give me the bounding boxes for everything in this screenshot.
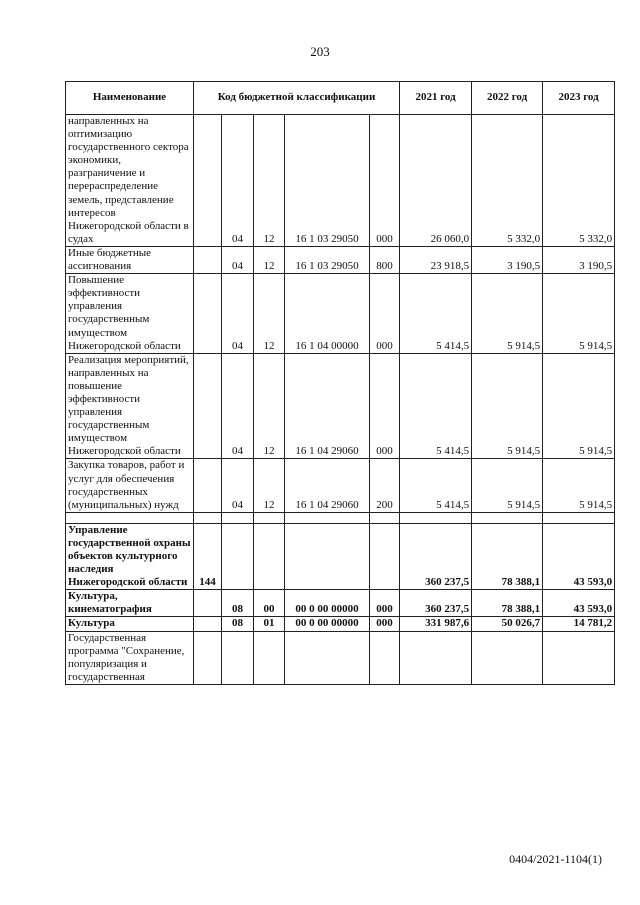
row-2022: 5 332,0 bbox=[472, 115, 543, 247]
row-2021: 360 237,5 bbox=[400, 590, 472, 617]
row-rz bbox=[222, 631, 254, 684]
row-pr: 00 bbox=[254, 590, 285, 617]
row-vr: 000 bbox=[370, 274, 400, 354]
page-number: 203 bbox=[310, 44, 330, 59]
row-2023: 5 914,5 bbox=[543, 459, 615, 512]
row-csr: 16 1 03 29050 bbox=[285, 115, 370, 247]
row-ved bbox=[194, 459, 222, 512]
row-rz: 08 bbox=[222, 590, 254, 617]
row-name: Культура bbox=[66, 617, 194, 631]
table-row bbox=[66, 631, 615, 684]
row-2022: 3 190,5 bbox=[472, 246, 543, 273]
row-name: Повышение эффективности управления государственным имуществом Нижегородской области bbox=[66, 274, 194, 354]
row-2023: 43 593,0 bbox=[543, 523, 615, 589]
spacer-cell bbox=[472, 512, 543, 523]
row-rz: 04 bbox=[222, 115, 254, 247]
header-2023: 2023 год bbox=[543, 82, 615, 115]
row-pr: 12 bbox=[254, 353, 285, 459]
spacer-cell bbox=[285, 512, 370, 523]
row-2021: 5 414,5 bbox=[400, 274, 472, 354]
row-name: Государственная программа "Сохранение, популяризация и государственная bbox=[66, 631, 194, 684]
row-2021: 26 060,0 bbox=[400, 115, 472, 247]
row-ved: 144 bbox=[194, 523, 222, 589]
row-ved bbox=[194, 246, 222, 273]
row-2021: 5 414,5 bbox=[400, 353, 472, 459]
row-2023 bbox=[543, 631, 615, 684]
row-2021: 23 918,5 bbox=[400, 246, 472, 273]
row-2023: 3 190,5 bbox=[543, 246, 615, 273]
row-rz bbox=[222, 523, 254, 589]
table-row bbox=[66, 353, 615, 459]
row-pr bbox=[254, 631, 285, 684]
row-csr: 16 1 04 00000 bbox=[285, 274, 370, 354]
row-name: Иные бюджетные ассигнования bbox=[66, 246, 194, 273]
row-pr: 12 bbox=[254, 115, 285, 247]
row-csr: 00 0 00 00000 bbox=[285, 590, 370, 617]
table-row bbox=[66, 523, 615, 589]
row-2023: 43 593,0 bbox=[543, 590, 615, 617]
row-2022: 5 914,5 bbox=[472, 459, 543, 512]
table-row bbox=[66, 590, 615, 617]
row-ved bbox=[194, 115, 222, 247]
row-name: Культура, кинематография bbox=[66, 590, 194, 617]
row-rz: 04 bbox=[222, 274, 254, 354]
row-2022: 50 026,7 bbox=[472, 617, 543, 631]
row-2021: 5 414,5 bbox=[400, 459, 472, 512]
row-2023: 5 332,0 bbox=[543, 115, 615, 247]
row-rz: 04 bbox=[222, 246, 254, 273]
row-pr: 12 bbox=[254, 246, 285, 273]
row-vr: 800 bbox=[370, 246, 400, 273]
row-rz: 04 bbox=[222, 353, 254, 459]
row-2022: 78 388,1 bbox=[472, 523, 543, 589]
row-csr bbox=[285, 631, 370, 684]
spacer-cell bbox=[222, 512, 254, 523]
row-csr: 16 1 04 29060 bbox=[285, 353, 370, 459]
row-2022 bbox=[472, 631, 543, 684]
row-2022: 5 914,5 bbox=[472, 274, 543, 354]
row-rz: 08 bbox=[222, 617, 254, 631]
row-2022: 78 388,1 bbox=[472, 590, 543, 617]
row-2023: 14 781,2 bbox=[543, 617, 615, 631]
row-2021: 360 237,5 bbox=[400, 523, 472, 589]
table-row bbox=[66, 274, 615, 354]
spacer-cell bbox=[400, 512, 472, 523]
header-2022: 2022 год bbox=[472, 82, 543, 115]
table-header-row bbox=[66, 82, 615, 115]
header-code: Код бюджетной классификации bbox=[194, 82, 400, 115]
row-ved bbox=[194, 353, 222, 459]
row-vr: 000 bbox=[370, 590, 400, 617]
budget-table bbox=[65, 81, 615, 685]
row-vr bbox=[370, 631, 400, 684]
spacer-cell bbox=[254, 512, 285, 523]
row-vr: 000 bbox=[370, 115, 400, 247]
row-name: Управление государственной охраны объектов культурного наследия Нижегородской области bbox=[66, 523, 194, 589]
row-vr: 000 bbox=[370, 353, 400, 459]
table-row bbox=[66, 617, 615, 631]
row-pr: 12 bbox=[254, 459, 285, 512]
row-csr: 16 1 04 29060 bbox=[285, 459, 370, 512]
row-pr bbox=[254, 523, 285, 589]
row-csr: 00 0 00 00000 bbox=[285, 617, 370, 631]
row-2021: 331 987,6 bbox=[400, 617, 472, 631]
header-2021: 2021 год bbox=[400, 82, 472, 115]
row-ved bbox=[194, 617, 222, 631]
row-name: Реализация мероприятий, направленных на повышение эффективности управления государственным имуществом Нижегородской области bbox=[66, 353, 194, 459]
spacer-row bbox=[66, 512, 615, 523]
header-name: Наименование bbox=[66, 82, 194, 115]
row-rz: 04 bbox=[222, 459, 254, 512]
row-ved bbox=[194, 590, 222, 617]
spacer-cell bbox=[66, 512, 194, 523]
row-ved bbox=[194, 274, 222, 354]
row-ved bbox=[194, 631, 222, 684]
row-csr bbox=[285, 523, 370, 589]
row-vr: 000 bbox=[370, 617, 400, 631]
row-2023: 5 914,5 bbox=[543, 353, 615, 459]
row-name: Закупка товаров, работ и услуг для обеспечения государственных (муниципальных) нужд bbox=[66, 459, 194, 512]
row-2023: 5 914,5 bbox=[543, 274, 615, 354]
row-2022: 5 914,5 bbox=[472, 353, 543, 459]
row-vr bbox=[370, 523, 400, 589]
spacer-cell bbox=[370, 512, 400, 523]
table-row bbox=[66, 246, 615, 273]
row-2021 bbox=[400, 631, 472, 684]
table-row bbox=[66, 115, 615, 247]
row-name: направленных на оптимизацию государственного сектора экономики, разграничение и перераспределение земель, представление интересов Нижегородской области в судах bbox=[66, 115, 194, 247]
row-pr: 12 bbox=[254, 274, 285, 354]
row-csr: 16 1 03 29050 bbox=[285, 246, 370, 273]
row-pr: 01 bbox=[254, 617, 285, 631]
row-vr: 200 bbox=[370, 459, 400, 512]
spacer-cell bbox=[543, 512, 615, 523]
document-code: 0404/2021-1104(1) bbox=[509, 852, 602, 866]
table-row bbox=[66, 459, 615, 512]
spacer-cell bbox=[194, 512, 222, 523]
